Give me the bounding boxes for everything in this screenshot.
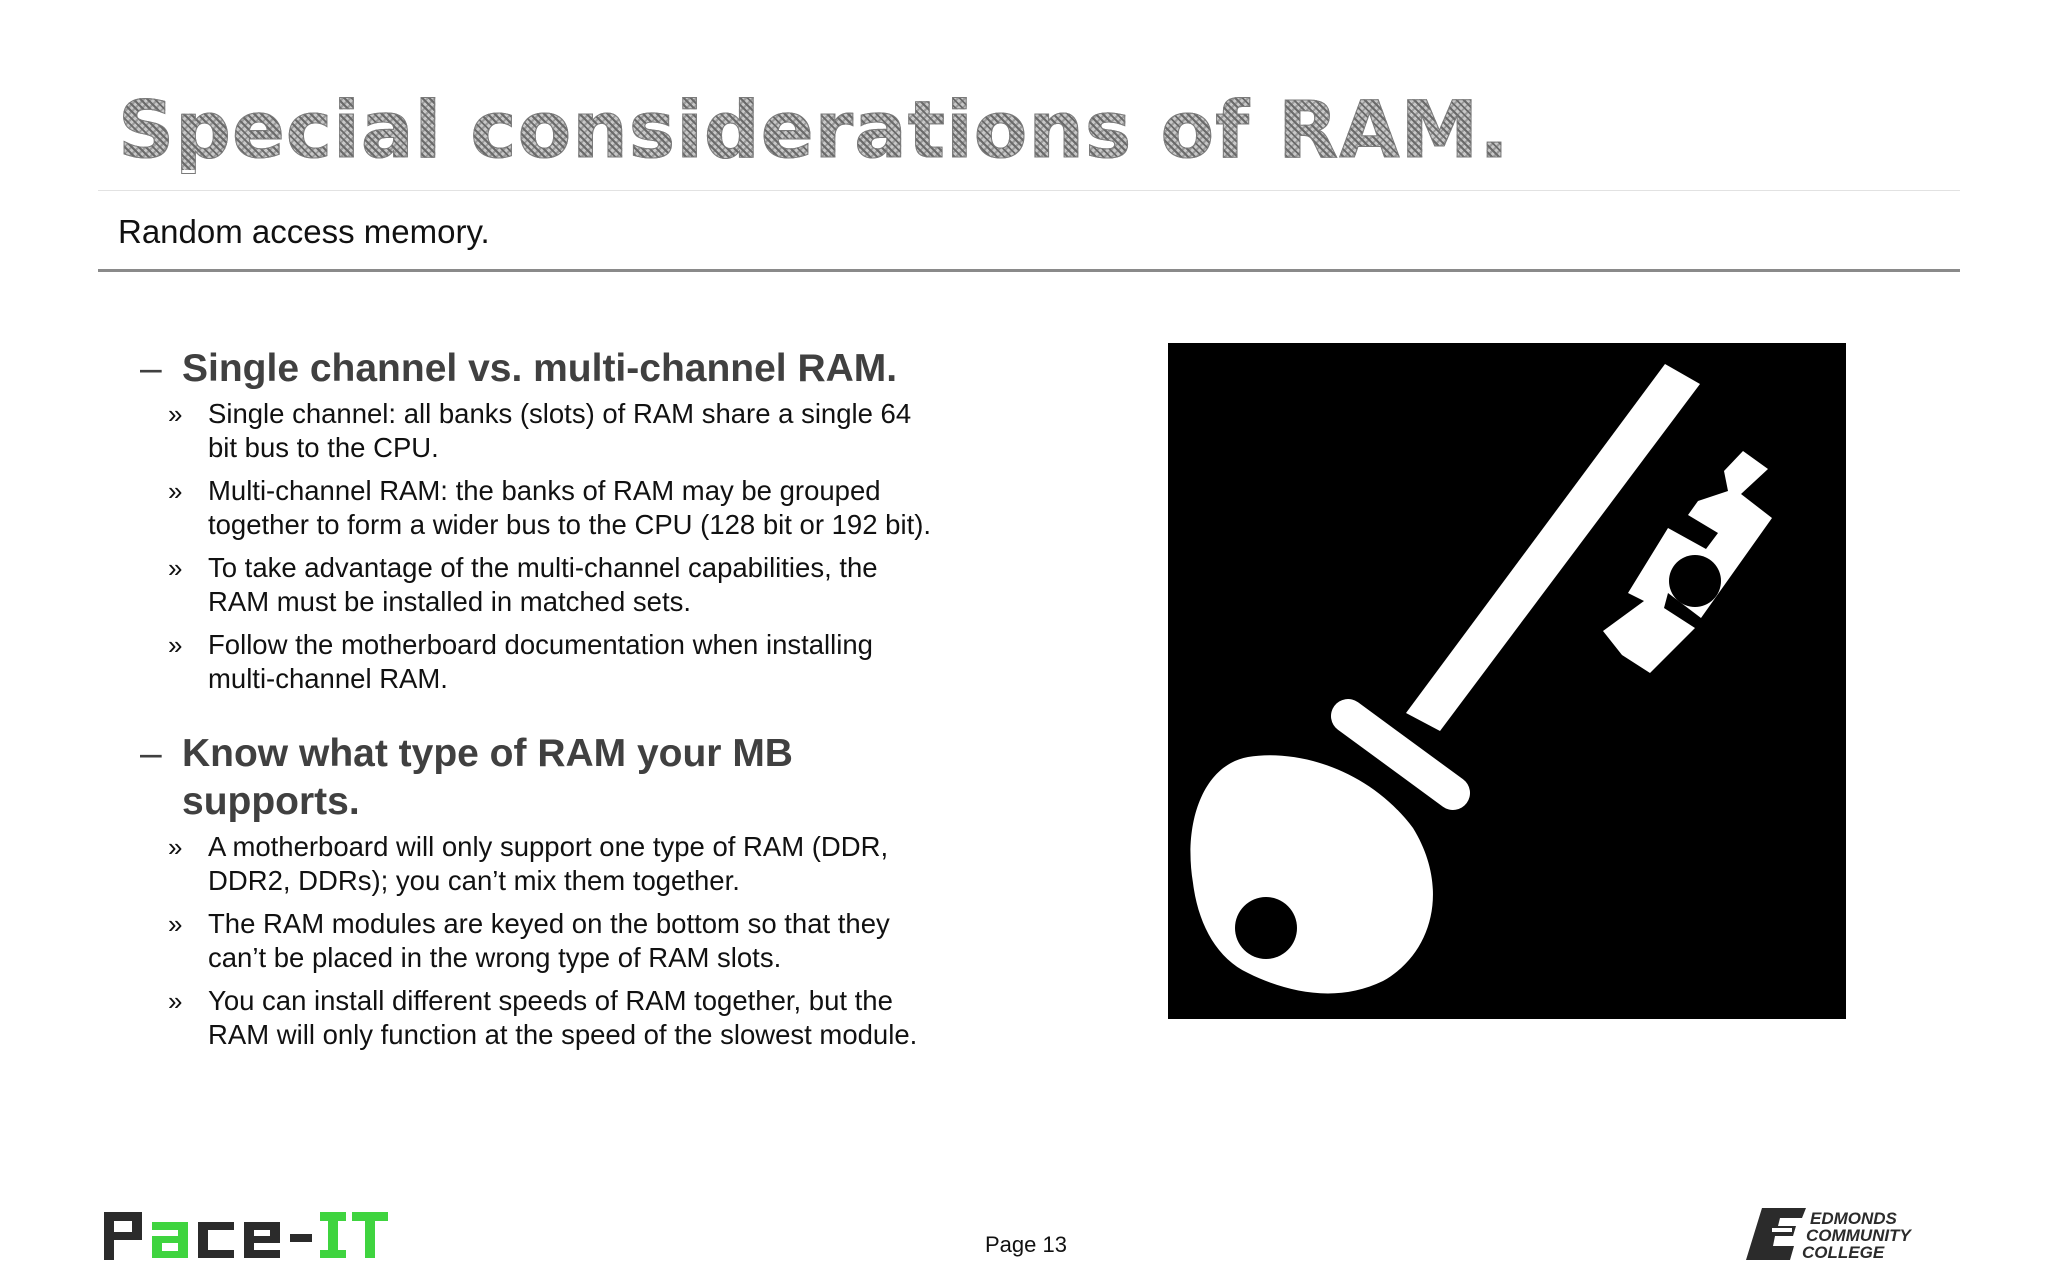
- subtitle-divider: [98, 269, 1960, 272]
- key-icon: [1168, 343, 1846, 1019]
- section-heading-text: Know what type of RAM your MB supports.: [182, 732, 793, 823]
- college-line-1: EDMONDS: [1810, 1209, 1897, 1228]
- bullet-marker: »: [168, 476, 183, 506]
- bullet-text: Single channel: all banks (slots) of RAM share a single 64 bit bus to the CPU.: [208, 398, 912, 463]
- bullet-marker: »: [168, 909, 183, 939]
- dash-marker: –: [140, 732, 162, 775]
- college-line-2: COMMUNITY: [1806, 1226, 1911, 1245]
- bullet-marker: »: [168, 399, 183, 429]
- bullet-item: [140, 551, 940, 619]
- slide-title: Special considerations of RAM.: [118, 86, 1510, 176]
- pace-it-logo-image: [104, 1206, 389, 1262]
- bullet-item: [140, 474, 940, 542]
- bullet-text: Follow the motherboard documentation when installing multi-channel RAM.: [208, 629, 873, 694]
- section-heading: [140, 730, 940, 826]
- bullet-text: The RAM modules are keyed on the bottom so that they can’t be placed in the wrong type of RAM slots.: [208, 908, 890, 973]
- bullet-item: [140, 628, 940, 696]
- page-number: Page 13: [985, 1232, 1067, 1257]
- dash-marker: –: [140, 347, 162, 390]
- bullet-marker: »: [168, 986, 183, 1016]
- bullet-item: [140, 830, 940, 898]
- section-heading: [140, 345, 940, 393]
- section-heading-text: Single channel vs. multi-channel RAM.: [182, 347, 898, 390]
- key-image: [1168, 343, 1846, 1019]
- title-divider: [98, 190, 1960, 191]
- bullet-text: You can install different speeds of RAM together, but the RAM will only function at the speed of the slowest module.: [208, 985, 918, 1050]
- edmonds-college-logo: [1744, 1204, 1954, 1271]
- bullet-item: [140, 984, 940, 1052]
- bullet-list: [140, 830, 940, 1052]
- bullet-marker: »: [168, 630, 183, 660]
- bullet-list: [140, 397, 940, 696]
- slide-subtitle: Random access memory.: [118, 213, 490, 250]
- section-know-ram-type: [140, 730, 940, 1052]
- bullet-item: [140, 397, 940, 465]
- pace-it-logo: [104, 1206, 389, 1267]
- slide-content: [140, 345, 940, 1086]
- bullet-text: A motherboard will only support one type of RAM (DDR, DDR2, DDRs); you can’t mix them together.: [208, 831, 889, 896]
- college-logo-image: [1744, 1204, 1954, 1266]
- section-single-multi-channel: [140, 345, 940, 696]
- bullet-text: Multi-channel RAM: the banks of RAM may be grouped together to form a wider bus to the CPU (128 bit or 192 bit).: [208, 475, 932, 540]
- bullet-marker: »: [168, 553, 183, 583]
- bullet-item: [140, 907, 940, 975]
- bullet-marker: »: [168, 832, 183, 862]
- bullet-text: To take advantage of the multi-channel capabilities, the RAM must be installed in matched sets.: [208, 552, 878, 617]
- college-line-3: COLLEGE: [1802, 1243, 1885, 1262]
